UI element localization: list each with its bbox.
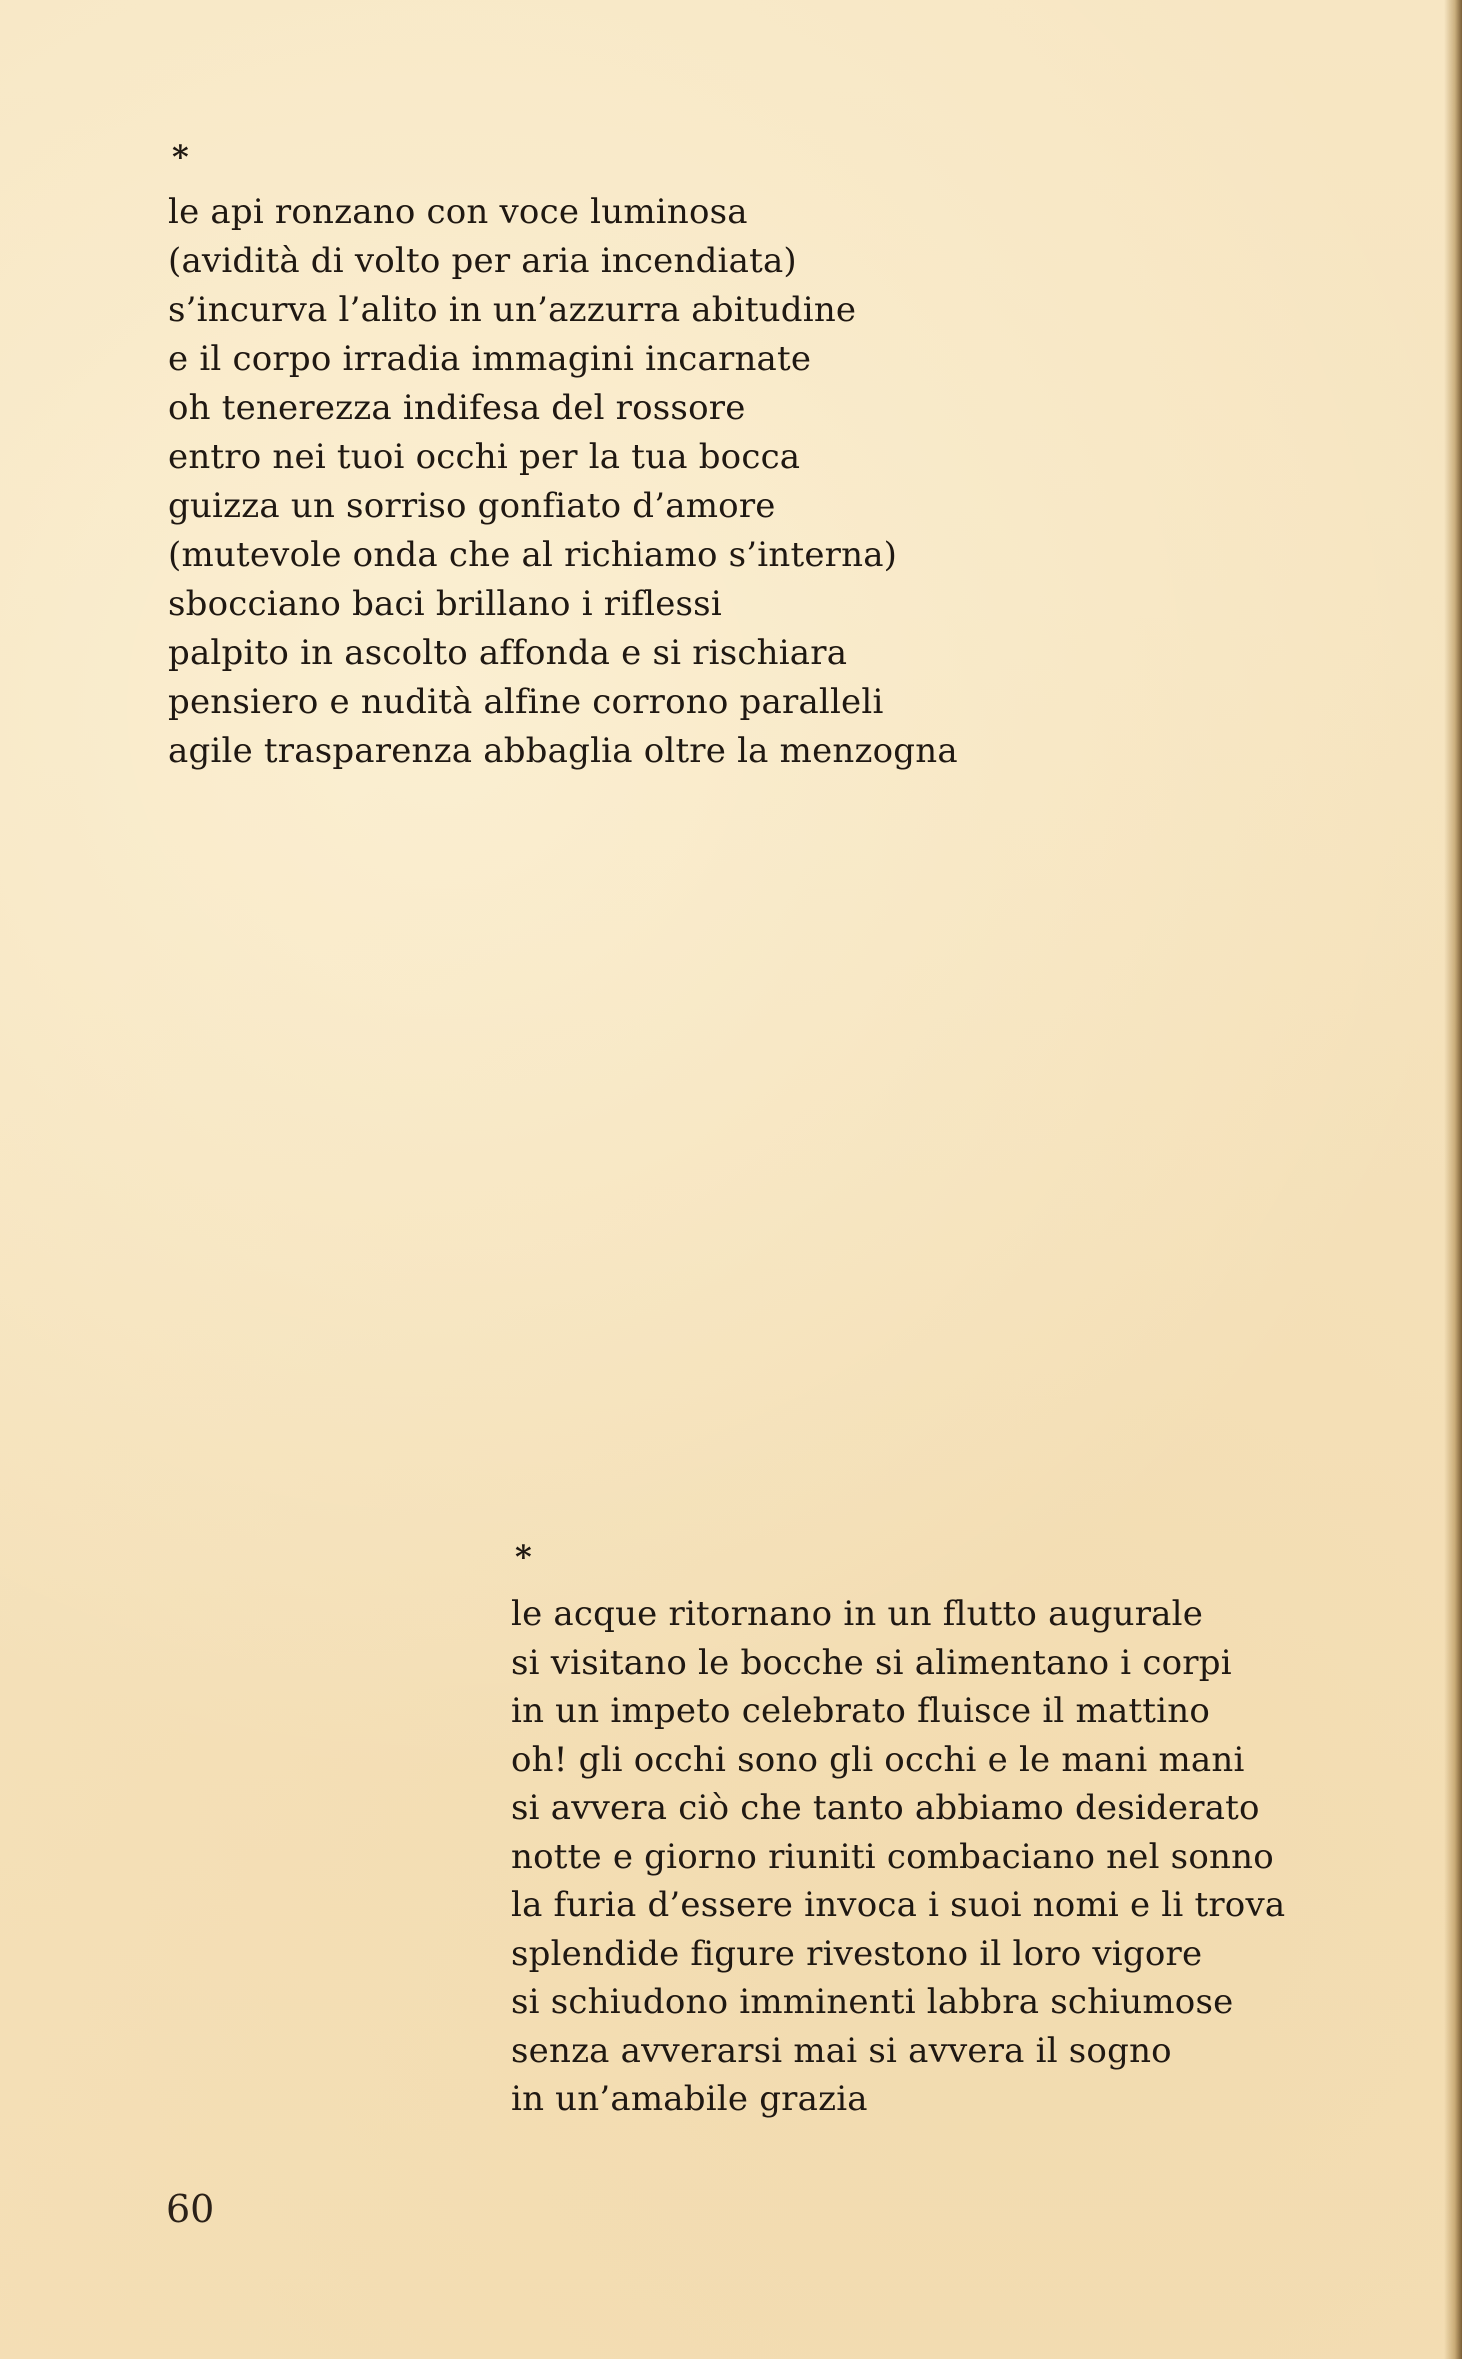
poem-line: (avidità di volto per aria incendiata) [168,241,797,281]
poem-first [168,140,1028,776]
poem-line: pensiero e nudità alfine corrono paralleli [168,682,884,722]
page-edge-shadow [1444,0,1462,2359]
poem-line: notte e giorno riuniti combaciano nel sonno [511,1836,1274,1877]
poem-line: si visitano le bocche si alimentano i corpi [511,1642,1232,1683]
poem-line: le api ronzano con voce luminosa [168,192,748,232]
poem-line: si avvera ciò che tanto abbiamo desiderato [511,1788,1260,1828]
poem-line: le acque ritornano in un flutto augurale [511,1594,1204,1634]
poem-line: agile trasparenza abbaglia oltre la menzogna [168,731,958,771]
poem-line: splendide figure rivestono il loro vigore [511,1933,1203,1974]
poem-line: si schiudono imminenti labbra schiumose [511,1982,1234,2022]
poem-line: e il corpo irradia immagini incarnate [168,339,812,379]
poem-line: in un’amabile grazia [511,2079,868,2119]
poem-line: oh! gli occhi sono gli occhi e le mani mani [511,1739,1245,1780]
poem-line: la furia d’essere invoca i suoi nomi e li trova [511,1885,1286,1925]
poem-second [511,1540,1371,2124]
poem-line: guizza un sorriso gonfiato d’amore [168,486,776,526]
poem-line: senza avverarsi mai si avvera il sogno [511,2030,1172,2071]
poem-line: palpito in ascolto affonda e si rischiara [168,633,848,673]
poem-line: s’incurva l’alito in un’azzurra abitudine [168,290,857,330]
poem-line: sbocciano baci brillano i riflessi [168,584,722,624]
poem-line: in un impeto celebrato fluisce il mattino [511,1691,1210,1731]
poem-line: oh tenerezza indifesa del rossore [168,388,746,428]
poem-line: (mutevole onda che al richiamo s’interna) [168,535,898,575]
poem-separator-asterisk: * [172,138,189,176]
poem-separator-asterisk: * [515,1538,532,1576]
page-number: 60 [166,2187,215,2231]
poem-line: entro nei tuoi occhi per la tua bocca [168,437,801,477]
